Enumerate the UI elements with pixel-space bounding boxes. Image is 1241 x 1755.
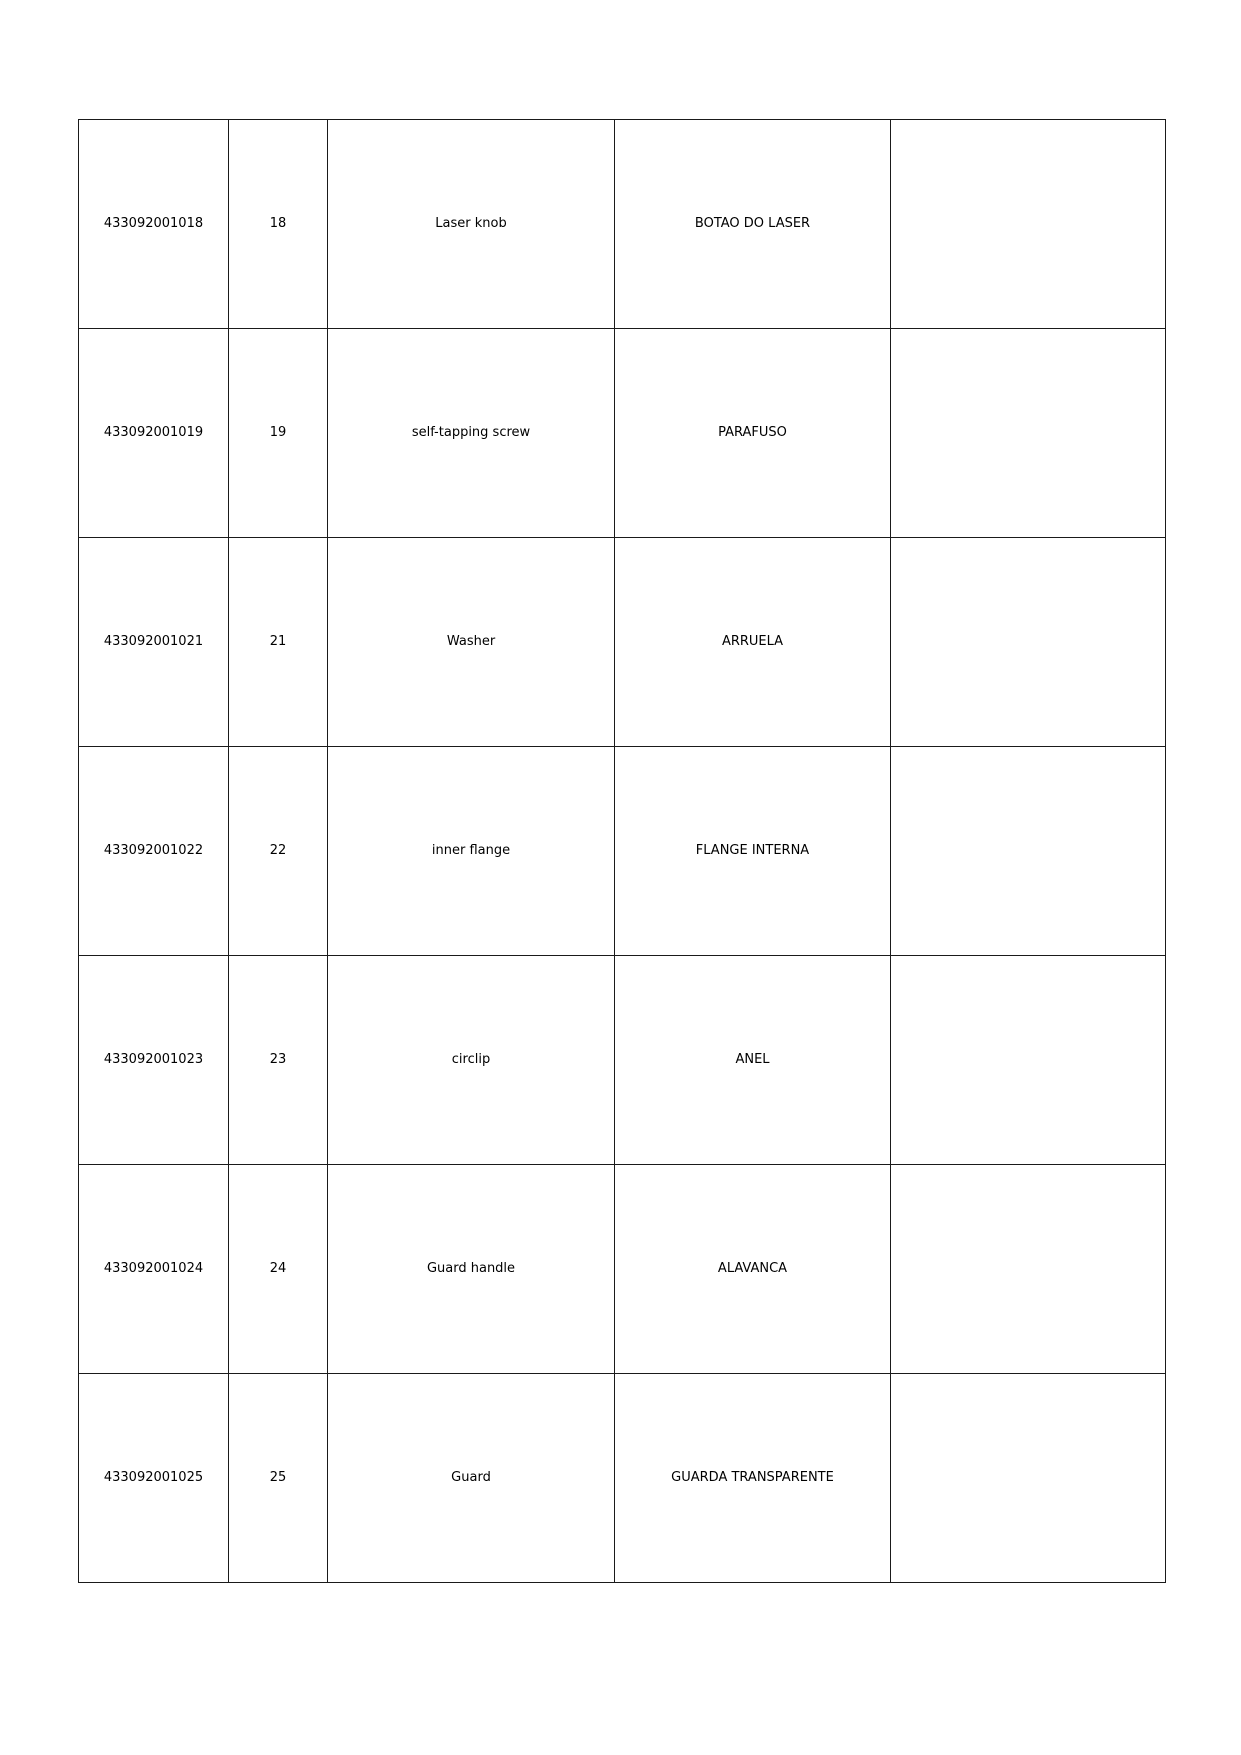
description-pt-cell: ANEL [615,956,891,1165]
part-code-cell: 433092001018 [79,120,229,329]
empty-cell [891,1374,1166,1583]
item-number-cell: 23 [229,956,328,1165]
empty-cell [891,1165,1166,1374]
empty-cell [891,956,1166,1165]
table-row [79,956,1166,1165]
description-pt-cell: ARRUELA [615,538,891,747]
description-pt-cell: GUARDA TRANSPARENTE [615,1374,891,1583]
description-en-cell: Guard handle [328,1165,615,1374]
item-number-cell: 22 [229,747,328,956]
part-code-cell: 433092001025 [79,1374,229,1583]
table-row [79,120,1166,329]
part-code-cell: 433092001022 [79,747,229,956]
part-code-cell: 433092001023 [79,956,229,1165]
description-pt-cell: PARAFUSO [615,329,891,538]
empty-cell [891,120,1166,329]
part-code-cell: 433092001021 [79,538,229,747]
parts-table [78,119,1166,1583]
table-row [79,747,1166,956]
table-row [79,1374,1166,1583]
description-en-cell: self-tapping screw [328,329,615,538]
item-number-cell: 19 [229,329,328,538]
description-en-cell: Washer [328,538,615,747]
table-row [79,538,1166,747]
description-pt-cell: ALAVANCA [615,1165,891,1374]
part-code-cell: 433092001024 [79,1165,229,1374]
empty-cell [891,538,1166,747]
table-row [79,329,1166,538]
description-en-cell: inner flange [328,747,615,956]
description-pt-cell: FLANGE INTERNA [615,747,891,956]
part-code-cell: 433092001019 [79,329,229,538]
item-number-cell: 21 [229,538,328,747]
item-number-cell: 25 [229,1374,328,1583]
empty-cell [891,329,1166,538]
empty-cell [891,747,1166,956]
description-en-cell: Guard [328,1374,615,1583]
description-en-cell: circlip [328,956,615,1165]
item-number-cell: 18 [229,120,328,329]
table-row [79,1165,1166,1374]
description-en-cell: Laser knob [328,120,615,329]
description-pt-cell: BOTAO DO LASER [615,120,891,329]
item-number-cell: 24 [229,1165,328,1374]
